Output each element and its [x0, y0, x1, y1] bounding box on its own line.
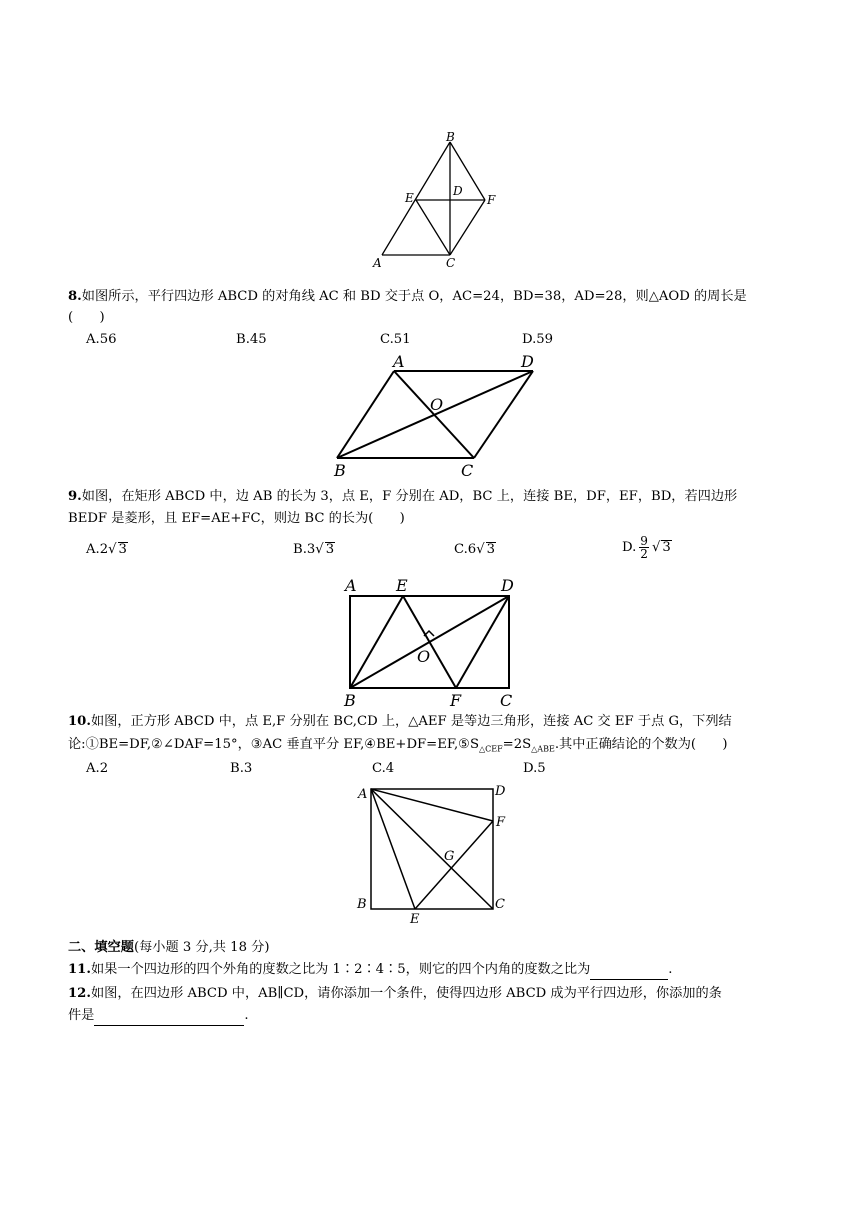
- label-d: D: [521, 352, 534, 371]
- answer-blank: [94, 1007, 244, 1026]
- figure-q10: [352, 780, 522, 926]
- q9-option-b: B.3√ 3: [293, 542, 335, 557]
- label-d: D: [501, 576, 514, 595]
- section-heading: 二、填空题(每小题 3 分,共 18 分): [68, 940, 270, 955]
- q9-option-a: A.2√ 3: [86, 542, 127, 557]
- label-f: F: [450, 691, 462, 710]
- q8-stem-line1: 8.如图所示，平行四边形 ABCD 的对角线 AC 和 BD 交于点 O，AC=24，BD=38，AD=28，则△AOD 的周长是: [68, 289, 747, 304]
- label-b: B: [446, 130, 455, 144]
- q8-option-d: D.59: [522, 332, 554, 347]
- answer-blank: [590, 961, 668, 980]
- q9-option-c: C.6√ 3: [454, 542, 495, 557]
- q9-number: 9.: [68, 489, 82, 504]
- label-b: B: [334, 461, 346, 480]
- q8-option-c: C.51: [380, 332, 411, 347]
- q12-stem-line2: 件是 .: [68, 1007, 249, 1026]
- q8-option-a: A.56: [86, 332, 117, 347]
- q10-option-c: C.4: [372, 761, 395, 776]
- q12-number: 12.: [68, 986, 91, 1001]
- label-c: C: [495, 897, 505, 912]
- figure-q8: [328, 350, 548, 480]
- label-a: A: [358, 787, 368, 802]
- label-b: B: [344, 691, 356, 710]
- label-f: F: [496, 815, 506, 830]
- q10-option-b: B.3: [230, 761, 253, 776]
- q10-option-d: D.5: [523, 761, 546, 776]
- label-g: G: [444, 849, 455, 864]
- q10-option-a: A.2: [86, 761, 109, 776]
- label-o: O: [417, 647, 431, 666]
- q8-option-b: B.45: [236, 332, 267, 347]
- q9-stem-line1: 9.如图，在矩形 ABCD 中，边 AB 的长为 3，点 E，F 分别在 AD，BC 上，连接 BE，DF，EF，BD，若四边形: [68, 489, 738, 504]
- label-e: E: [405, 191, 414, 205]
- q10-stem-line2: 论:①BE=DF,②∠DAF=15°，③AC 垂直平分 $EF,④BE+DF=EF,⑤S_{\triangle CEF}=2S_{\triangle ABE}$.其中正确结论的个数为( ): [68, 737, 728, 754]
- label-e: E: [410, 912, 420, 926]
- label-a: A: [373, 256, 382, 270]
- q9-stem-line2: BEDF 是菱形，且 EF=AE+FC，则边 BC 的长为( ): [68, 511, 405, 526]
- q9-option-d: D. $\frac{9}{2}$ √ 3: [622, 534, 671, 561]
- label-o: O: [430, 395, 444, 414]
- label-f: F: [487, 193, 496, 207]
- label-b: B: [357, 897, 367, 912]
- q8-stem-line2: ( ): [68, 310, 105, 325]
- label-d: D: [495, 784, 506, 799]
- label-c: C: [461, 461, 474, 480]
- q11-number: 11.: [68, 962, 91, 977]
- q8-number: 8.: [68, 289, 82, 304]
- label-a: A: [345, 576, 357, 595]
- label-d: D: [453, 184, 463, 198]
- label-c: C: [446, 256, 456, 270]
- label-c: C: [500, 691, 513, 710]
- q12-stem-line1: 12.如图，在四边形 ABCD 中，AB∥CD，请你添加一个条件，使得四边形 ABCD 成为平行四边形，你添加的条: [68, 986, 722, 1001]
- q10-stem-line1: 10.如图，正方形 ABCD 中，点 E,F 分别在 BC,CD 上，△AEF 是等边三角形，连接 AC 交 EF 于点 G，下列结: [68, 714, 732, 729]
- fraction: $\frac{9}{2}$: [640, 534, 648, 561]
- label-e: E: [396, 576, 408, 595]
- figure-q9: [340, 572, 530, 710]
- label-a: A: [393, 352, 405, 371]
- q11-stem: 11.如果一个四边形的四个外角的度数之比为 1∶2∶4∶5，则它的四个内角的度数之比为 .: [68, 961, 672, 980]
- q10-number: 10.: [68, 714, 91, 729]
- figure-q7: [360, 128, 510, 270]
